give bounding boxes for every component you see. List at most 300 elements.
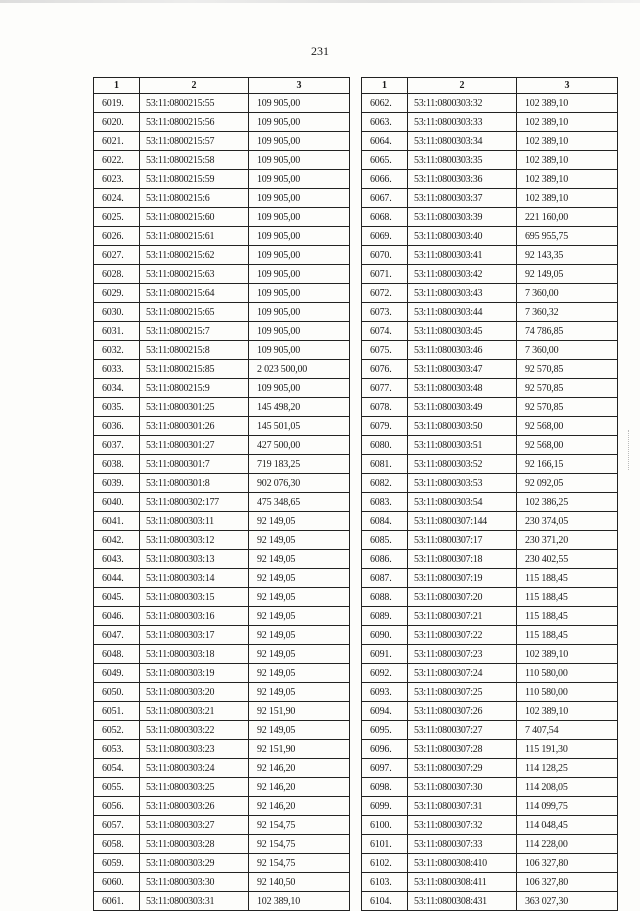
cadastral-value: 102 389,10	[517, 151, 618, 170]
row-number: 6068.	[362, 208, 408, 227]
cadastral-number: 53:11:0800303:30	[140, 873, 249, 892]
row-number: 6051.	[94, 702, 140, 721]
row-number: 6100.	[362, 816, 408, 835]
cadastral-value: 92 154,75	[249, 835, 350, 854]
table-row	[94, 892, 350, 911]
cadastral-number: 53:11:0800307:30	[408, 778, 517, 797]
row-number: 6032.	[94, 341, 140, 360]
row-number: 6031.	[94, 322, 140, 341]
row-number: 6043.	[94, 550, 140, 569]
row-number: 6084.	[362, 512, 408, 531]
row-number: 6093.	[362, 683, 408, 702]
table-row	[94, 189, 350, 208]
cadastral-number: 53:11:0800307:31	[408, 797, 517, 816]
cadastral-value: 145 498,20	[249, 398, 350, 417]
cadastral-number: 53:11:0800303:17	[140, 626, 249, 645]
cadastral-value: 92 149,05	[249, 569, 350, 588]
cadastral-value: 92 154,75	[249, 816, 350, 835]
cadastral-number: 53:11:0800301:8	[140, 474, 249, 493]
row-number: 6026.	[94, 227, 140, 246]
cadastral-number: 53:11:0800303:22	[140, 721, 249, 740]
cadastral-number: 53:11:0800303:15	[140, 588, 249, 607]
cadastral-number: 53:11:0800303:54	[408, 493, 517, 512]
cadastral-value: 7 360,32	[517, 303, 618, 322]
cadastral-value: 92 149,05	[249, 531, 350, 550]
row-number: 6053.	[94, 740, 140, 759]
row-number: 6083.	[362, 493, 408, 512]
cadastral-value: 102 389,10	[517, 113, 618, 132]
table-row	[362, 683, 618, 702]
cadastral-number: 53:11:0800303:43	[408, 284, 517, 303]
cadastral-number: 53:11:0800303:49	[408, 398, 517, 417]
row-number: 6060.	[94, 873, 140, 892]
table-row	[362, 436, 618, 455]
table-row	[94, 227, 350, 246]
row-number: 6019.	[94, 94, 140, 113]
table-row	[362, 132, 618, 151]
table-row	[362, 569, 618, 588]
table-row	[94, 493, 350, 512]
cadastral-number: 53:11:0800303:14	[140, 569, 249, 588]
cadastral-number: 53:11:0800303:47	[408, 360, 517, 379]
row-number: 6024.	[94, 189, 140, 208]
cadastral-value: 102 389,10	[517, 132, 618, 151]
row-number: 6028.	[94, 265, 140, 284]
cadastral-number: 53:11:0800303:51	[408, 436, 517, 455]
margin-dots	[628, 430, 631, 470]
row-number: 6037.	[94, 436, 140, 455]
table-row	[94, 417, 350, 436]
table-row	[94, 94, 350, 113]
cadastral-number: 53:11:0800307:18	[408, 550, 517, 569]
row-number: 6042.	[94, 531, 140, 550]
table-row	[362, 379, 618, 398]
table-row	[94, 702, 350, 721]
cadastral-number: 53:11:0800303:48	[408, 379, 517, 398]
row-number: 6030.	[94, 303, 140, 322]
row-number: 6050.	[94, 683, 140, 702]
cadastral-number: 53:11:0800308:410	[408, 854, 517, 873]
cadastral-number: 53:11:0800307:26	[408, 702, 517, 721]
table-row	[94, 664, 350, 683]
row-number: 6073.	[362, 303, 408, 322]
row-number: 6088.	[362, 588, 408, 607]
table-row	[362, 474, 618, 493]
row-number: 6058.	[94, 835, 140, 854]
table-row	[94, 835, 350, 854]
cadastral-number: 53:11:0800303:25	[140, 778, 249, 797]
table-row	[94, 265, 350, 284]
cadastral-value: 92 149,05	[249, 588, 350, 607]
row-number: 6046.	[94, 607, 140, 626]
table-row	[362, 246, 618, 265]
cadastral-number: 53:11:0800215:61	[140, 227, 249, 246]
row-number: 6023.	[94, 170, 140, 189]
row-number: 6077.	[362, 379, 408, 398]
cadastral-value: 92 092,05	[517, 474, 618, 493]
row-number: 6057.	[94, 816, 140, 835]
cadastral-number: 53:11:0800303:46	[408, 341, 517, 360]
row-number: 6097.	[362, 759, 408, 778]
row-number: 6054.	[94, 759, 140, 778]
table-body-left	[94, 94, 350, 911]
table-row	[362, 740, 618, 759]
table-row	[362, 94, 618, 113]
row-number: 6034.	[94, 379, 140, 398]
cadastral-value: 695 955,75	[517, 227, 618, 246]
cadastral-value: 102 389,10	[517, 189, 618, 208]
cadastral-value: 109 905,00	[249, 284, 350, 303]
header-col-1: 1	[94, 78, 140, 94]
cadastral-number: 53:11:0800303:29	[140, 854, 249, 873]
table-row	[94, 113, 350, 132]
cadastral-number: 53:11:0800303:34	[408, 132, 517, 151]
cadastral-value: 92 149,05	[249, 550, 350, 569]
table-row	[362, 892, 618, 911]
row-number: 6035.	[94, 398, 140, 417]
cadastral-value: 114 208,05	[517, 778, 618, 797]
table-row	[362, 455, 618, 474]
cadastral-value: 92 166,15	[517, 455, 618, 474]
cadastral-number: 53:11:0800308:431	[408, 892, 517, 911]
table-row	[362, 873, 618, 892]
cadastral-number: 53:11:0800215:62	[140, 246, 249, 265]
row-number: 6069.	[362, 227, 408, 246]
cadastral-value: 92 149,05	[517, 265, 618, 284]
cadastral-number: 53:11:0800307:22	[408, 626, 517, 645]
table-row	[362, 322, 618, 341]
row-number: 6052.	[94, 721, 140, 740]
table-row	[362, 227, 618, 246]
cadastral-number: 53:11:0800303:39	[408, 208, 517, 227]
cadastral-value: 109 905,00	[249, 189, 350, 208]
cadastral-value: 109 905,00	[249, 303, 350, 322]
row-number: 6036.	[94, 417, 140, 436]
table-row	[94, 721, 350, 740]
row-number: 6063.	[362, 113, 408, 132]
table-row	[94, 645, 350, 664]
cadastral-value: 92 149,05	[249, 626, 350, 645]
cadastral-number: 53:11:0800303:50	[408, 417, 517, 436]
cadastral-number: 53:11:0800215:56	[140, 113, 249, 132]
cadastral-value: 92 570,85	[517, 398, 618, 417]
table-row	[362, 721, 618, 740]
cadastral-value: 92 146,20	[249, 797, 350, 816]
cadastral-value: 92 568,00	[517, 436, 618, 455]
cadastral-number: 53:11:0800303:21	[140, 702, 249, 721]
cadastral-value: 114 128,25	[517, 759, 618, 778]
table-row	[362, 113, 618, 132]
table-row	[94, 398, 350, 417]
row-number: 6029.	[94, 284, 140, 303]
table-row	[362, 664, 618, 683]
cadastral-value: 7 360,00	[517, 341, 618, 360]
cadastral-number: 53:11:0800303:24	[140, 759, 249, 778]
cadastral-value: 92 149,05	[249, 645, 350, 664]
cadastral-number: 53:11:0800303:36	[408, 170, 517, 189]
cadastral-number: 53:11:0800303:45	[408, 322, 517, 341]
table-row	[362, 797, 618, 816]
table-row	[362, 265, 618, 284]
cadastral-number: 53:11:0800303:12	[140, 531, 249, 550]
cadastral-value: 92 568,00	[517, 417, 618, 436]
cadastral-number: 53:11:0800215:55	[140, 94, 249, 113]
table-row	[362, 303, 618, 322]
table-row	[94, 588, 350, 607]
cadastral-value: 102 389,10	[517, 645, 618, 664]
cadastral-value: 106 327,80	[517, 873, 618, 892]
table-row	[362, 854, 618, 873]
table-row	[362, 360, 618, 379]
cadastral-value: 115 191,30	[517, 740, 618, 759]
cadastral-value: 92 570,85	[517, 360, 618, 379]
cadastral-value: 109 905,00	[249, 379, 350, 398]
table-row	[94, 778, 350, 797]
row-number: 6072.	[362, 284, 408, 303]
table-row	[94, 474, 350, 493]
cadastral-number: 53:11:0800303:32	[408, 94, 517, 113]
cadastral-value: 7 407,54	[517, 721, 618, 740]
page-number: 231	[311, 44, 329, 58]
cadastral-number: 53:11:0800215:6	[140, 189, 249, 208]
row-number: 6087.	[362, 569, 408, 588]
cadastral-number: 53:11:0800303:31	[140, 892, 249, 911]
table-row	[94, 626, 350, 645]
table-row	[94, 132, 350, 151]
table-body-right	[362, 94, 618, 911]
table-row	[362, 588, 618, 607]
table-row	[362, 512, 618, 531]
cadastral-value: 102 389,10	[517, 94, 618, 113]
table-row	[362, 550, 618, 569]
cadastral-number: 53:11:0800303:27	[140, 816, 249, 835]
table-row	[94, 550, 350, 569]
cadastral-value: 145 501,05	[249, 417, 350, 436]
row-number: 6085.	[362, 531, 408, 550]
header-col-1: 1	[362, 78, 408, 94]
row-number: 6033.	[94, 360, 140, 379]
row-number: 6061.	[94, 892, 140, 911]
cadastral-value: 902 076,30	[249, 474, 350, 493]
row-number: 6102.	[362, 854, 408, 873]
table-row	[362, 835, 618, 854]
cadastral-value: 230 402,55	[517, 550, 618, 569]
cadastral-number: 53:11:0800303:52	[408, 455, 517, 474]
row-number: 6045.	[94, 588, 140, 607]
table-row	[94, 455, 350, 474]
cadastral-number: 53:11:0800307:29	[408, 759, 517, 778]
row-number: 6082.	[362, 474, 408, 493]
header-col-2: 2	[408, 78, 517, 94]
cadastral-value: 230 371,20	[517, 531, 618, 550]
row-number: 6056.	[94, 797, 140, 816]
row-number: 6021.	[94, 132, 140, 151]
row-number: 6066.	[362, 170, 408, 189]
cadastral-value: 115 188,45	[517, 626, 618, 645]
cadastral-number: 53:11:0800303:33	[408, 113, 517, 132]
cadastral-value: 109 905,00	[249, 322, 350, 341]
cadastral-value: 92 140,50	[249, 873, 350, 892]
row-number: 6092.	[362, 664, 408, 683]
cadastral-number: 53:11:0800307:24	[408, 664, 517, 683]
cadastral-value: 221 160,00	[517, 208, 618, 227]
cadastral-number: 53:11:0800303:13	[140, 550, 249, 569]
cadastral-value: 115 188,45	[517, 569, 618, 588]
table-row	[362, 398, 618, 417]
cadastral-number: 53:11:0800303:20	[140, 683, 249, 702]
row-number: 6025.	[94, 208, 140, 227]
cadastral-value: 92 146,20	[249, 778, 350, 797]
row-number: 6098.	[362, 778, 408, 797]
cadastral-number: 53:11:0800307:144	[408, 512, 517, 531]
cadastral-number: 53:11:0800215:7	[140, 322, 249, 341]
cadastral-value: 106 327,80	[517, 854, 618, 873]
cadastral-number: 53:11:0800303:19	[140, 664, 249, 683]
row-number: 6080.	[362, 436, 408, 455]
cadastral-number: 53:11:0800307:27	[408, 721, 517, 740]
cadastral-number: 53:11:0800303:40	[408, 227, 517, 246]
cadastral-number: 53:11:0800215:64	[140, 284, 249, 303]
cadastral-number: 53:11:0800303:26	[140, 797, 249, 816]
row-number: 6027.	[94, 246, 140, 265]
row-number: 6048.	[94, 645, 140, 664]
row-number: 6096.	[362, 740, 408, 759]
row-number: 6038.	[94, 455, 140, 474]
cadastral-number: 53:11:0800215:9	[140, 379, 249, 398]
cadastral-number: 53:11:0800303:35	[408, 151, 517, 170]
row-number: 6081.	[362, 455, 408, 474]
cadastral-value: 110 580,00	[517, 683, 618, 702]
table-row	[362, 759, 618, 778]
cadastral-value: 109 905,00	[249, 227, 350, 246]
cadastral-value: 109 905,00	[249, 246, 350, 265]
cadastral-number: 53:11:0800301:27	[140, 436, 249, 455]
row-number: 6079.	[362, 417, 408, 436]
table-row	[362, 151, 618, 170]
cadastral-value: 109 905,00	[249, 132, 350, 151]
row-number: 6103.	[362, 873, 408, 892]
row-number: 6099.	[362, 797, 408, 816]
cadastral-number: 53:11:0800307:23	[408, 645, 517, 664]
cadastral-value: 2 023 500,00	[249, 360, 350, 379]
table-header-row	[362, 78, 618, 94]
cadastral-number: 53:11:0800215:59	[140, 170, 249, 189]
row-number: 6090.	[362, 626, 408, 645]
table-row	[94, 360, 350, 379]
table-row	[94, 759, 350, 778]
table-row	[94, 246, 350, 265]
cadastral-number: 53:11:0800303:23	[140, 740, 249, 759]
row-number: 6062.	[362, 94, 408, 113]
cadastral-number: 53:11:0800303:28	[140, 835, 249, 854]
cadastral-value: 475 348,65	[249, 493, 350, 512]
cadastral-number: 53:11:0800303:44	[408, 303, 517, 322]
cadastral-number: 53:11:0800215:57	[140, 132, 249, 151]
cadastral-number: 53:11:0800307:17	[408, 531, 517, 550]
cadastral-value: 102 386,25	[517, 493, 618, 512]
cadastral-value: 427 500,00	[249, 436, 350, 455]
row-number: 6020.	[94, 113, 140, 132]
table-row	[94, 816, 350, 835]
table-row	[94, 854, 350, 873]
row-number: 6055.	[94, 778, 140, 797]
cadastral-value: 109 905,00	[249, 265, 350, 284]
table-row	[94, 873, 350, 892]
cadastral-value: 102 389,10	[517, 702, 618, 721]
row-number: 6040.	[94, 493, 140, 512]
cadastral-value: 110 580,00	[517, 664, 618, 683]
row-number: 6049.	[94, 664, 140, 683]
cadastral-number: 53:11:0800215:63	[140, 265, 249, 284]
cadastral-number: 53:11:0800307:33	[408, 835, 517, 854]
cadastral-value: 92 149,05	[249, 512, 350, 531]
table-row	[94, 683, 350, 702]
cadastral-value: 109 905,00	[249, 113, 350, 132]
table-header-row	[94, 78, 350, 94]
cadastral-value: 109 905,00	[249, 341, 350, 360]
cadastral-value: 74 786,85	[517, 322, 618, 341]
cadastral-value: 7 360,00	[517, 284, 618, 303]
table-row	[362, 607, 618, 626]
table-row	[94, 740, 350, 759]
cadastral-number: 53:11:0800307:28	[408, 740, 517, 759]
row-number: 6089.	[362, 607, 408, 626]
table-row	[362, 189, 618, 208]
cadastral-number: 53:11:0800215:85	[140, 360, 249, 379]
cadastral-value: 92 146,20	[249, 759, 350, 778]
cadastral-number: 53:11:0800215:65	[140, 303, 249, 322]
cadastral-table-right	[361, 77, 618, 911]
header-col-3: 3	[249, 78, 350, 94]
table-row	[94, 607, 350, 626]
table-row	[362, 626, 618, 645]
cadastral-value: 109 905,00	[249, 94, 350, 113]
row-number: 6044.	[94, 569, 140, 588]
table-row	[94, 569, 350, 588]
cadastral-value: 92 151,90	[249, 702, 350, 721]
cadastral-value: 102 389,10	[249, 892, 350, 911]
cadastral-number: 53:11:0800307:19	[408, 569, 517, 588]
table-row	[94, 436, 350, 455]
table-row	[94, 208, 350, 227]
table-row	[362, 170, 618, 189]
cadastral-number: 53:11:0800303:16	[140, 607, 249, 626]
cadastral-value: 363 027,30	[517, 892, 618, 911]
table-row	[94, 303, 350, 322]
row-number: 6039.	[94, 474, 140, 493]
table-row	[362, 493, 618, 512]
row-number: 6095.	[362, 721, 408, 740]
row-number: 6091.	[362, 645, 408, 664]
cadastral-value: 92 149,05	[249, 664, 350, 683]
row-number: 6064.	[362, 132, 408, 151]
table-row	[94, 797, 350, 816]
table-row	[362, 778, 618, 797]
cadastral-value: 92 149,05	[249, 607, 350, 626]
cadastral-value: 92 149,05	[249, 721, 350, 740]
cadastral-value: 109 905,00	[249, 170, 350, 189]
row-number: 6065.	[362, 151, 408, 170]
table-row	[94, 341, 350, 360]
row-number: 6086.	[362, 550, 408, 569]
cadastral-number: 53:11:0800303:37	[408, 189, 517, 208]
table-row	[362, 284, 618, 303]
row-number: 6078.	[362, 398, 408, 417]
row-number: 6067.	[362, 189, 408, 208]
cadastral-number: 53:11:0800301:25	[140, 398, 249, 417]
table-row	[94, 322, 350, 341]
cadastral-value: 92 570,85	[517, 379, 618, 398]
